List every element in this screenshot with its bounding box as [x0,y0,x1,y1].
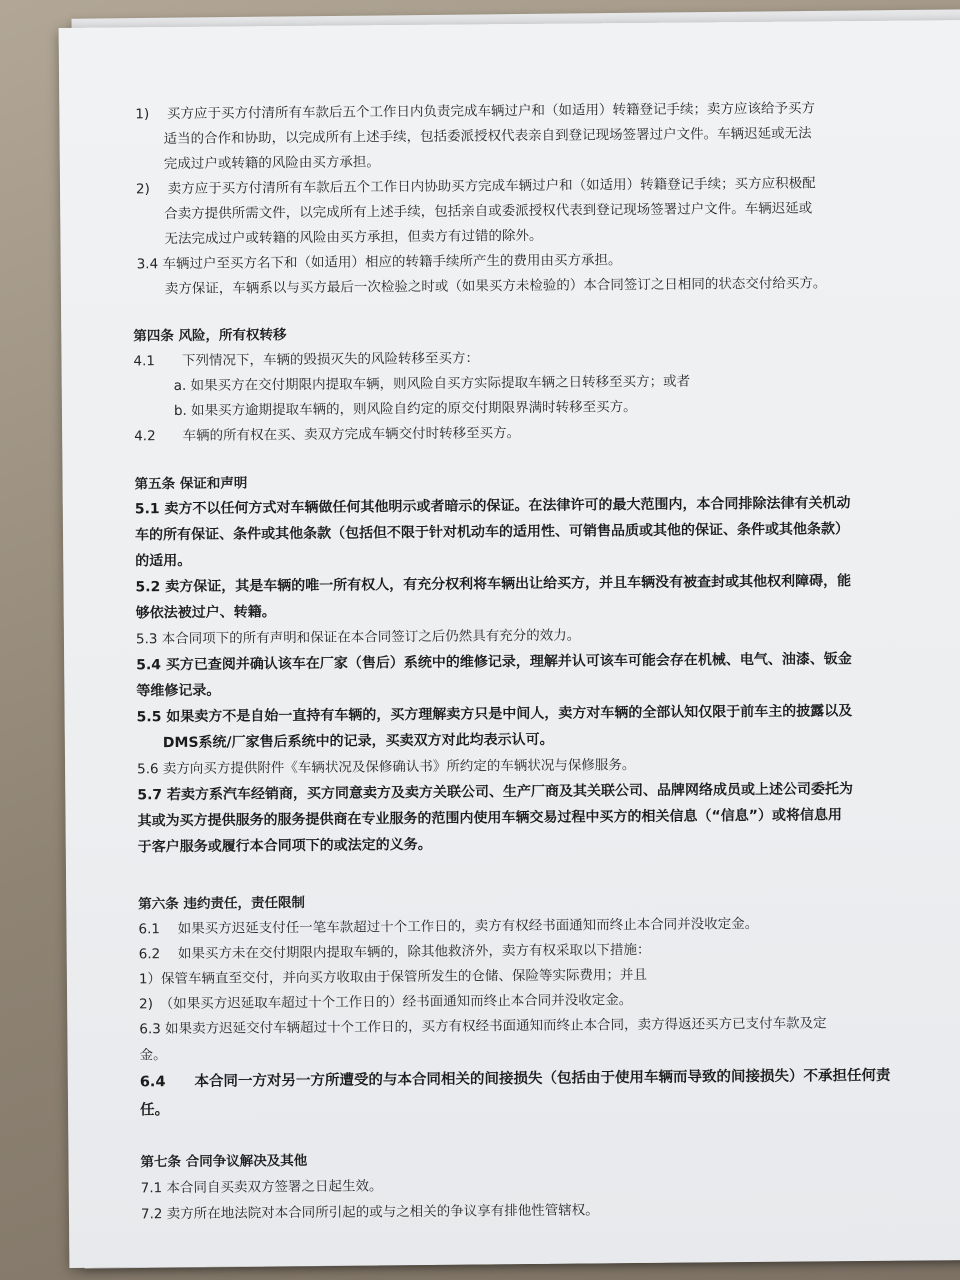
clause-5-1-line-2: 车的所有保证、条件或其他条款（包括但不限于针对机动车的适用性、可销售品质或其他的保证、条件或其他条款） [134,521,850,544]
clause-4-1: 4.1 下列情况下，车辆的毁损灭失的风险转移至买方： [133,350,480,370]
clause-5-2-line-2: 够依法被过户、转籍。 [135,604,276,622]
article-4-heading: 第四条 风险，所有权转移 [133,327,287,345]
clause-5-7-line-3: 于客户服务或履行本合同项下的或法定的义务。 [137,836,432,856]
clause-5-3: 5.3 本合同项下的所有声明和保证在本合同签订之后仍然具有充分的效力。 [135,627,581,648]
clause-5-4-line-1: 5.4 买方已查阅并确认该车在厂家（售后）系统中的维修记录，理解并认可该车可能会存在机械、电气、油漆、钣金 [136,651,852,674]
clause-4-1-b: b. 如果买方逾期提取车辆的，则风险自约定的原交付期限界满时转移至买方。 [173,398,637,420]
clause-4-2: 4.2 车辆的所有权在买、卖双方完成车辆交付时转移至买方。 [134,424,521,445]
contract-text [133,99,895,1223]
clause-3-3-2-line-2: 合卖方提供所需文件，以完成所有上述手续，包括亲自或委派授权代表到登记现场签署过户文件。车辆迟延或 [164,200,813,223]
clause-5-6: 5.6 卖方向买方提供附件《车辆状况及保修确认书》所约定的车辆状况与保修服务。 [137,756,636,778]
clause-3-4: 3.4 车辆过户至买方名下和（如适用）相应的转籍手续所产生的费用由买方承担。 [136,252,622,273]
clause-4-1-a: a. 如果买方在交付期限内提取车辆，则风险自买方实际提取车辆之日转移至买方；或者 [173,373,691,395]
clause-5-1-line-1: 5.1 卖方不以任何方式对车辆做任何其他明示或者暗示的保证。在法律许可的最大范围内，本合同排除法律有关机动 [134,495,851,518]
clause-6-3-line-2: 金。 [139,1047,167,1064]
clause-5-2-line-1: 5.2 卖方保证，其是车辆的唯一所有权人，有充分权利将车辆出让给买方，并且车辆没有被查封或其他权利障碍，能 [135,573,852,596]
clause-6-3-line-1: 6.3 如果卖方迟延交付车辆超过十个工作日的，买方有权经书面通知而终止本合同，卖方得返还买方已支付车款及定 [139,1015,827,1038]
article-7-heading: 第七条 合同争议解决及其他 [140,1152,308,1171]
clause-3-3-1-line-2: 适当的合作和协助，以完成所有上述手续，包括委派授权代表亲自到登记现场签署过户文件。车辆迟延或无法 [163,125,812,148]
clause-5-4-line-2: 等维修记录。 [136,682,221,700]
clause-6-1: 6.1 如果买方迟延支付任一笔车款超过十个工作日的，卖方有权经书面通知而终止本合同并没收定金。 [138,915,759,938]
clause-3-3-2-line-1: 2) 卖方应于买方付清所有车款后五个工作日内协助买方完成车辆过户和（如适用）转籍登记手续；买方应积极配 [135,175,816,198]
article-5-heading: 第五条 保证和声明 [134,475,248,493]
clause-3-3-1-line-3: 完成过户或转籍的风险由买方承担。 [163,154,380,173]
clause-6-2-1: 1）保管车辆直至交付，并向买方收取由于保管所发生的仓储、保险等实际费用；并且 [138,966,648,988]
clause-6-4-line-2: 任。 [139,1102,170,1119]
clause-6-2-2: 2) （如果买方迟延取车超过十个工作日的）经书面通知而终止本合同并没收定金。 [139,992,633,1013]
article-6-heading: 第六条 违约责任，责任限制 [138,894,306,913]
clause-5-1-line-3: 的适用。 [135,552,192,570]
clause-7-2: 7.2 卖方所在地法院对本合同所引起的或与之相关的争议享有排他性管辖权。 [140,1202,599,1223]
clause-7-1: 7.1 本合同自买卖双方签署之日起生效。 [140,1178,383,1197]
clause-6-2: 6.2 如果买方未在交付期限内提取车辆的，除其他救济外，卖方有权采取以下措施： [138,941,651,963]
clause-3-3-1-line-1: 1) 买方应于买方付清所有车款后五个工作日内负责完成车辆过户和（如适用）转籍登记手续；卖方应该给予买方 [135,100,816,123]
clause-5-5-line-1: 5.5 如果卖方不是自始一直持有车辆的，买方理解卖方只是中间人，卖方对车辆的全部认知仅限于前车主的披露以及 [136,703,853,726]
clause-5-5-line-2: DMS系统/厂家售后系统中的记录，买卖双方对此均表示认可。 [162,731,554,752]
clause-6-4-line-1: 6.4 本合同一方对另一方所遭受的与本合同相关的间接损失（包括由于使用车辆而导致的间接损失）不承担任何责 [139,1067,891,1091]
clause-3-3-2-line-3: 无法完成过户或转籍的风险由买方承担，但卖方有过错的除外。 [164,227,543,248]
clause-3-5: 卖方保证，车辆系以与买方最后一次检验之时或（如果买方未检验的）本合同签订之日相同的状态交付给买方。 [164,275,827,298]
clause-5-7-line-2: 其或为买方提供服务的服务提供商在专业服务的范围内使用车辆交易过程中买方的相关信息（“信息”）或将信息用 [137,807,842,830]
clause-5-7-line-1: 5.7 若卖方系汽车经销商，买方同意卖方及卖方关联公司、生产厂商及其关联公司、品牌网络成员或上述公司委托为 [137,781,854,804]
contract-page [59,20,960,1268]
